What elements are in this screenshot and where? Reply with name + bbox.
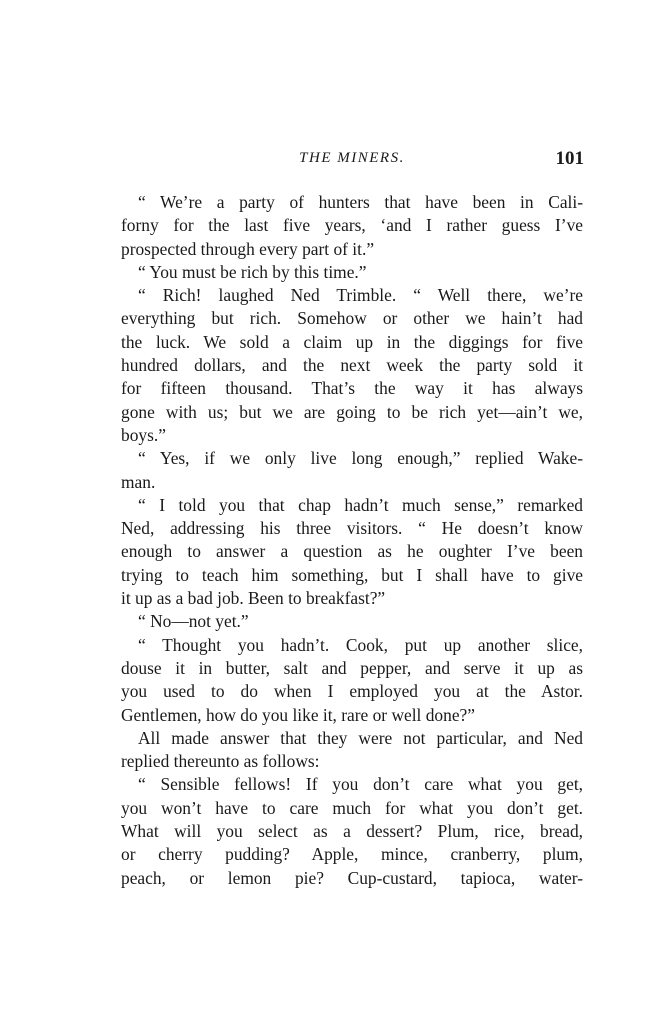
page-number: 101 [555,148,584,169]
text-line: the luck. We sold a claim up in the diggings for five [121,331,583,352]
text-line: “ Rich! laughed Ned Trimble. “ Well there, we’re [138,285,583,306]
text-line: What will you select as a dessert? Plum, rice, bread, [121,821,583,842]
text-line: for fifteen thousand. That’s the way it has always [121,378,583,399]
body-text [121,191,583,890]
text-line: gone with us; but we are going to be rich yet—ain’t we, [121,401,583,422]
text-line: “ Yes, if we only live long enough,” replied Wake- [138,448,583,469]
text-line: or cherry pudding? Apple, mince, cranberry, plum, [121,844,583,865]
text-line: you won’t have to care much for what you don’t get. [121,797,583,818]
text-line: All made answer that they were not particular, and Ned [138,727,583,748]
text-line: “ We’re a party of hunters that have been in Cali- [138,192,583,212]
text-line: peach, or lemon pie? Cup-custard, tapioca, water- [121,867,583,888]
text-line: enough to answer a question as he oughter I’ve been [121,541,583,562]
text-line: “ I told you that chap hadn’t much sense,” remarked [138,494,583,515]
running-head [120,148,584,174]
text-line: replied thereunto as follows: [121,751,320,772]
text-line: “ Sensible fellows! If you don’t care what you get, [138,774,583,795]
text-line: it up as a bad job. Been to breakfast?” [121,588,386,609]
text-line: boys.” [121,424,166,445]
text-line: everything but rich. Somehow or other we hain’t had [121,308,583,329]
text-line: prospected through every part of it.” [121,238,375,259]
text-line: you used to do when I employed you at the Astor. [121,681,583,702]
running-title: THE MINERS. [299,150,405,166]
text-line: trying to teach him something, but I shall have to give [121,564,583,585]
text-line: Ned, addressing his three visitors. “ He doesn’t know [121,518,583,539]
text-line: man. [121,471,156,492]
text-line: “ No—not yet.” [138,611,249,632]
text-line: forny for the last five years, ‘and I rather guess I’ve [121,215,583,236]
text-line: Gentlemen, how do you like it, rare or well done?” [121,704,475,725]
text-line: douse it in butter, salt and pepper, and serve it up as [121,657,583,678]
text-line: hundred dollars, and the next week the party sold it [121,355,583,376]
text-line: “ Thought you hadn’t. Cook, put up another slice, [138,634,583,655]
text-line: “ You must be rich by this time.” [138,261,367,282]
